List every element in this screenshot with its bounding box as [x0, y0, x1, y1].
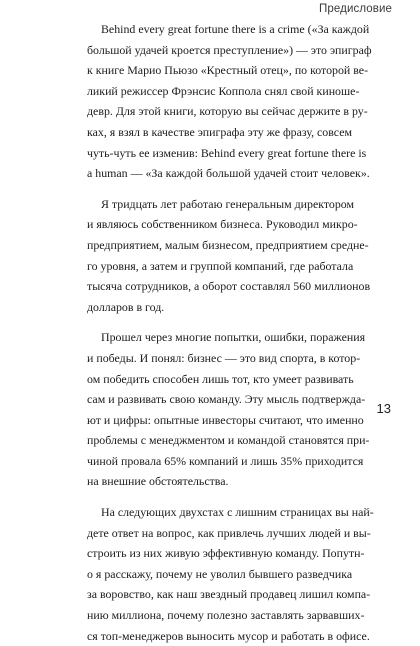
page-number: 13 [376, 401, 391, 416]
text-line: строить из них живую эффективную команду. Попутн- [87, 546, 365, 561]
text-line: долларов в год. [87, 299, 165, 314]
text-line: и являюсь собственником бизнеса. Руководил микро- [87, 217, 358, 232]
text-line: тысяча сотрудников, а оборот составлял 560 миллионов [87, 279, 371, 294]
text-line: большой удачей кроется преступление») — это эпиграф [87, 42, 372, 57]
text-line: ом победить способен лишь тот, кто умеет развивать [87, 371, 354, 386]
text-line: чиной провала 65% компаний и лишь 35% приходится [87, 453, 364, 468]
text-line: сам и развивать свою команду. Эту мысль подтвержда- [87, 392, 366, 407]
text-line: нию миллиона, почему полезно заставлять зарвавших- [87, 608, 365, 623]
text-line: чуть-чуть ее изменив: Behind every great fortune there is [87, 145, 367, 160]
text-line: проблемы с менеджментом и командой становятся при- [87, 433, 370, 448]
text-line: ликий режиссер Фрэнсис Коппола снял свой киноше- [87, 83, 360, 98]
paragraph-experience [87, 194, 371, 318]
text-line: дете ответ на вопрос, как привлечь лучших людей и вы- [87, 525, 371, 540]
paragraph-outline [87, 502, 374, 646]
text-line: девр. Для этой книги, которую вы сейчас держите в ру- [87, 104, 368, 119]
text-line: предприятием, малым бизнесом, предприятием средне- [87, 237, 369, 252]
running-head: Предисловие [319, 3, 392, 15]
text-line: На следующих двухстах с лишним страницах вы най- [101, 505, 374, 520]
text-line: a human — «За каждой большой удачей стоит человек». [87, 166, 370, 181]
text-line: за воровство, как наш звездный продавец лишил компа- [87, 587, 371, 602]
body-text [87, 19, 374, 646]
text-line: Прошел через многие попытки, ошибки, поражения [101, 330, 366, 345]
text-line: ся топ-менеджеров выносить мусор и работать в офисе. [87, 628, 370, 643]
text-line: о я расскажу, почему не уволил бывшего разведчика [87, 566, 353, 581]
text-line: на внешние обстоятельства. [87, 474, 229, 489]
text-line: Я тридцать лет работаю генеральным директором [101, 196, 355, 211]
text-line: и победы. И понял: бизнес — это вид спорта, в котор- [87, 350, 361, 365]
text-line: Behind every great fortune there is a crime («За каждой [101, 22, 370, 36]
text-line: к книге Марио Пьюзо «Крестный отец», по которой ве- [87, 63, 369, 78]
paragraph-lessons [87, 327, 370, 492]
paragraph-epigraph [87, 19, 372, 184]
text-line: ют и цифры: опытные инвесторы считают, что именно [87, 412, 364, 427]
text-line: го уровня, а затем и группой компаний, где работала [87, 258, 354, 273]
text-line: ках, я взял в качестве эпиграфа эту же фразу, совсем [87, 124, 353, 139]
